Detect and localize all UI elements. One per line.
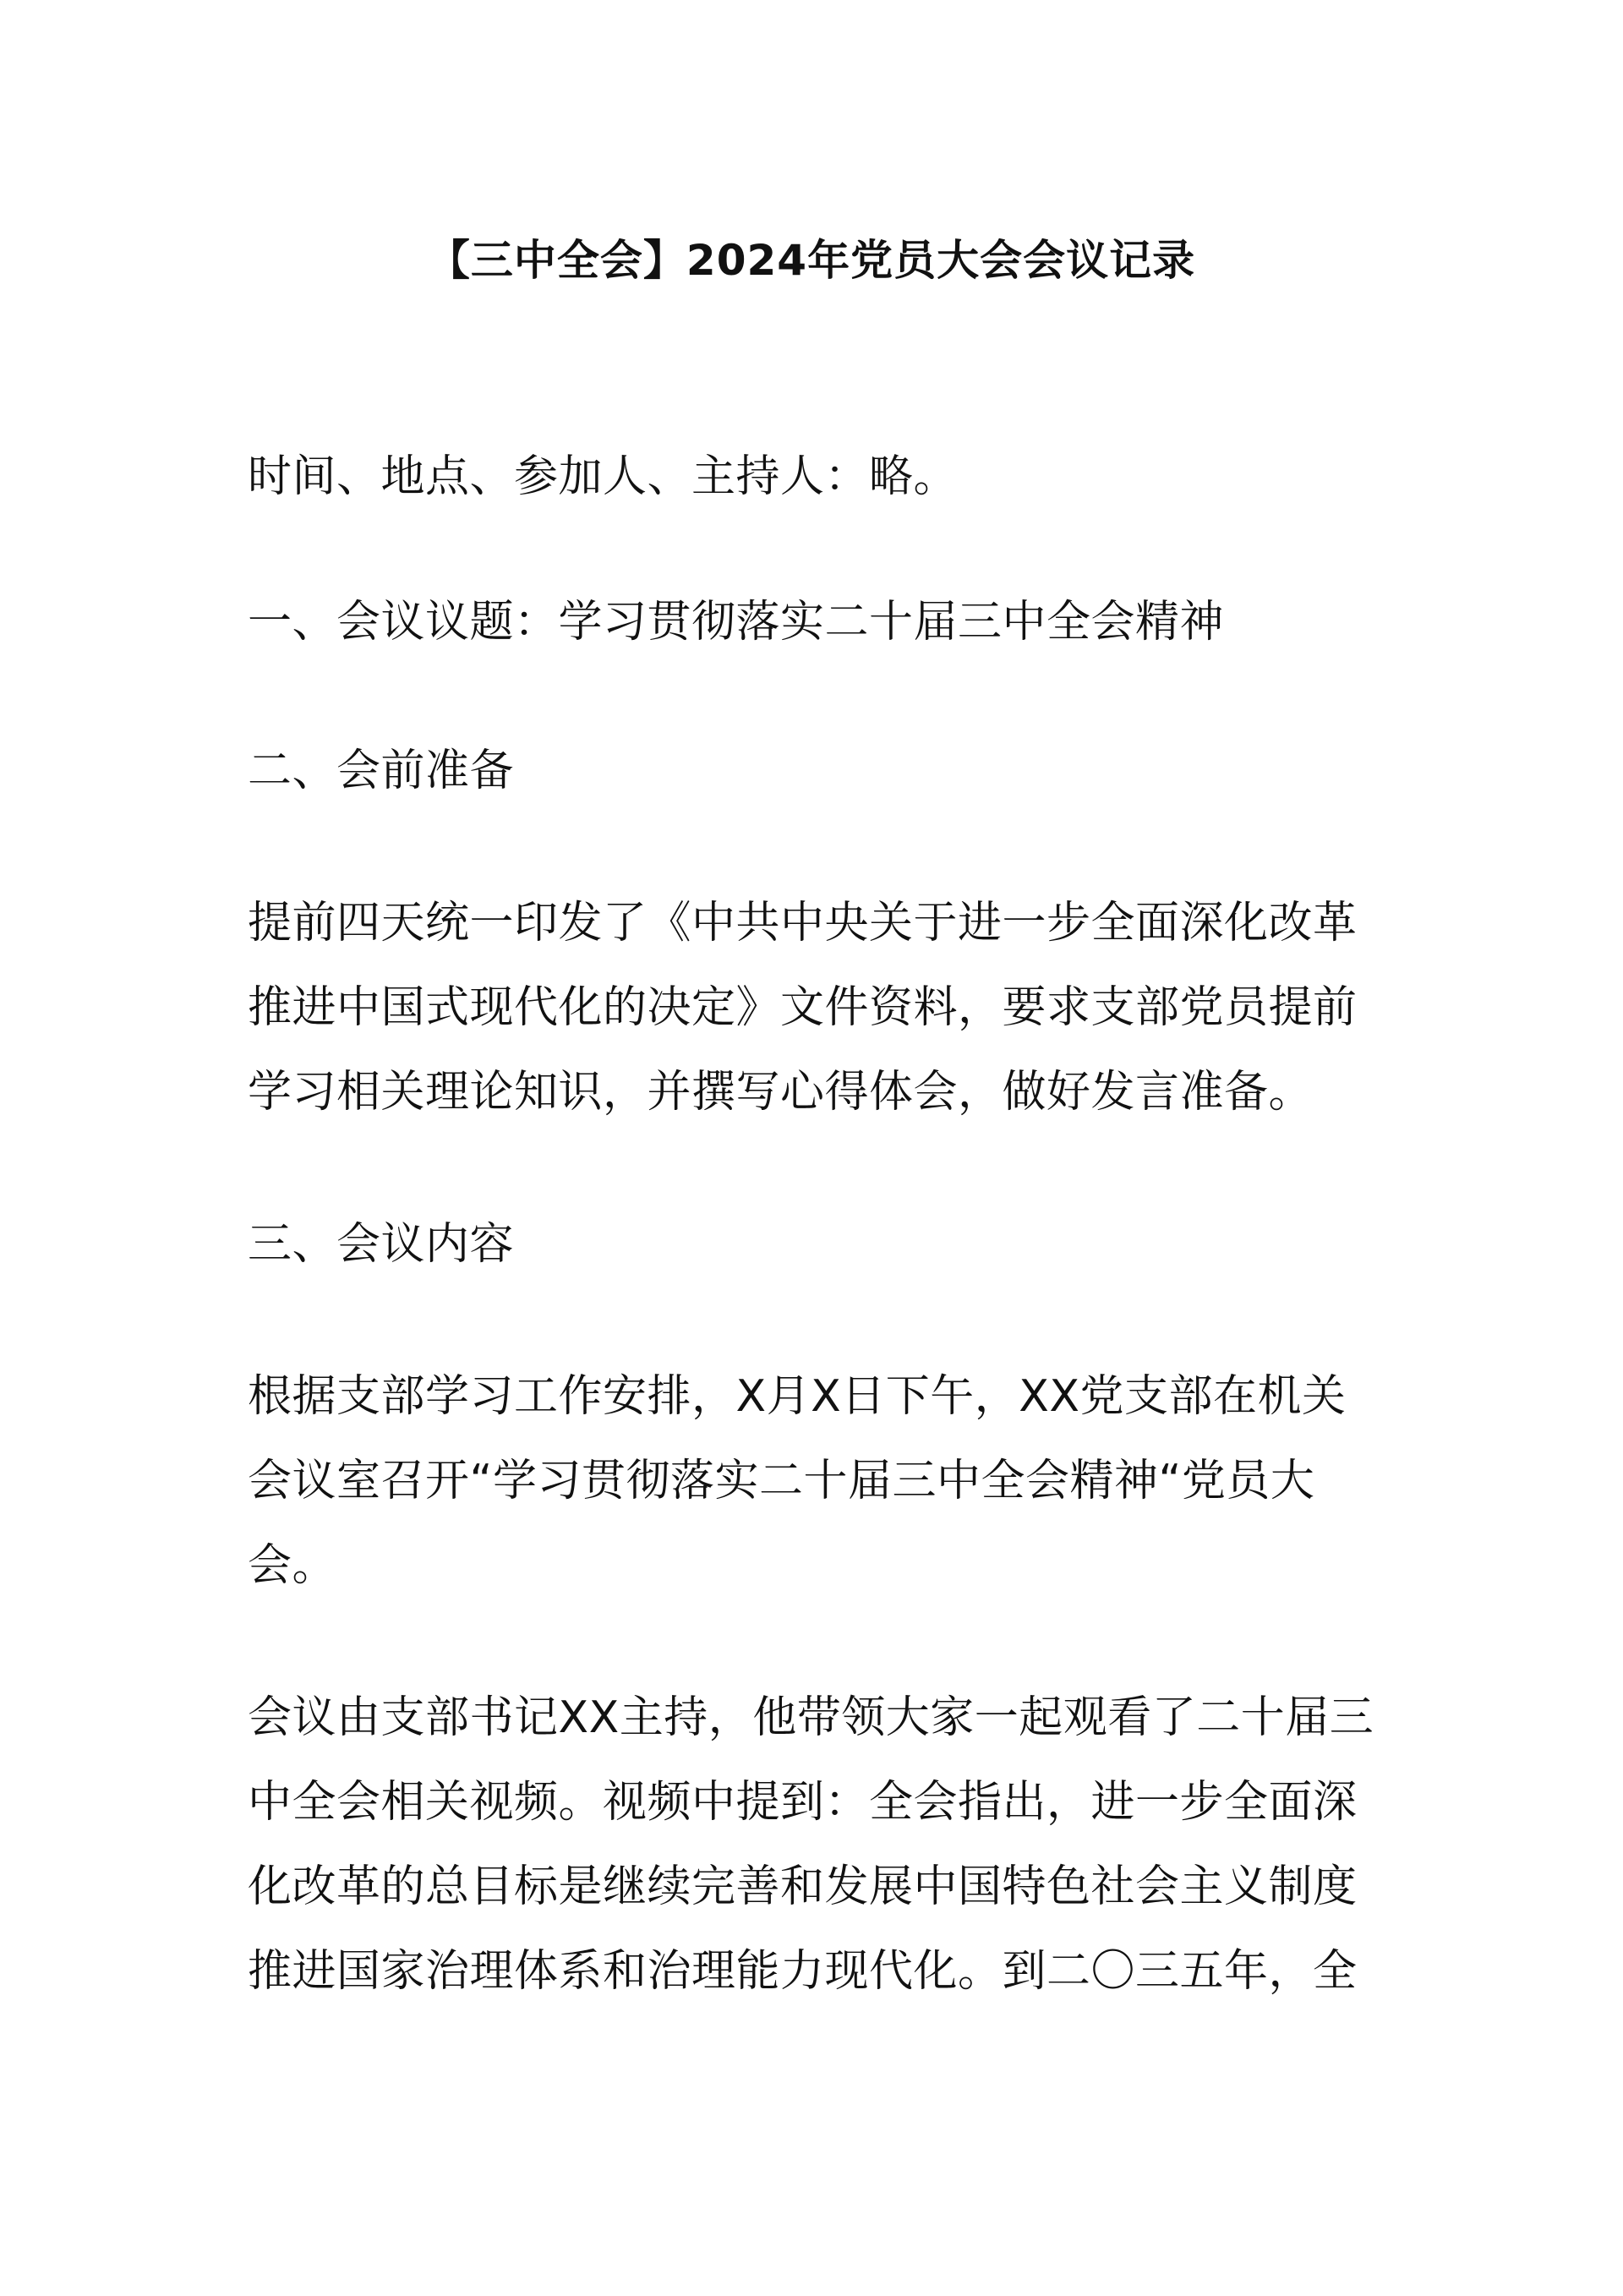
document-title: 【三中全会】2024年党员大会会议记录 (427, 236, 1196, 285)
paragraph-line: 会。 (248, 1540, 337, 1591)
section-heading-preparation: 二、会前准备 (248, 746, 515, 796)
paragraph-line: 化改革的总目标是继续完善和发展中国特色社会主义制度 (248, 1861, 1358, 1912)
paragraph-line: 学习相关理论知识，并撰写心得体会，做好发言准备。 (248, 1067, 1314, 1118)
paragraph-line: 提前四天统一印发了《中共中央关于进一步全面深化改革 (248, 898, 1358, 948)
meeting-info-line: 时间、地点、参加人、主持人：略。 (248, 451, 959, 502)
paragraph-line: 中全会相关视频。视频中提到：全会指出，进一步全面深 (248, 1777, 1358, 1828)
paragraph-line: 推进中国式现代化的决定》文件资料，要求支部党员提前 (248, 982, 1358, 1033)
section-heading-content: 三、会议内容 (248, 1219, 515, 1270)
paragraph-line: 会议室召开“学习贯彻落实二十届三中全会精神“党员大 (248, 1456, 1315, 1506)
paragraph-line: 会议由支部书记XX主持，他带领大家一起观看了二十届三 (248, 1692, 1374, 1743)
section-heading-topic: 一、会议议题：学习贯彻落实二十届三中全会精神 (248, 597, 1225, 648)
paragraph-line: 推进国家治理体系和治理能力现代化。到二〇三五年，全 (248, 1946, 1358, 1997)
paragraph-line: 根据支部学习工作安排，X月X日下午，XX党支部在机关 (248, 1371, 1347, 1422)
